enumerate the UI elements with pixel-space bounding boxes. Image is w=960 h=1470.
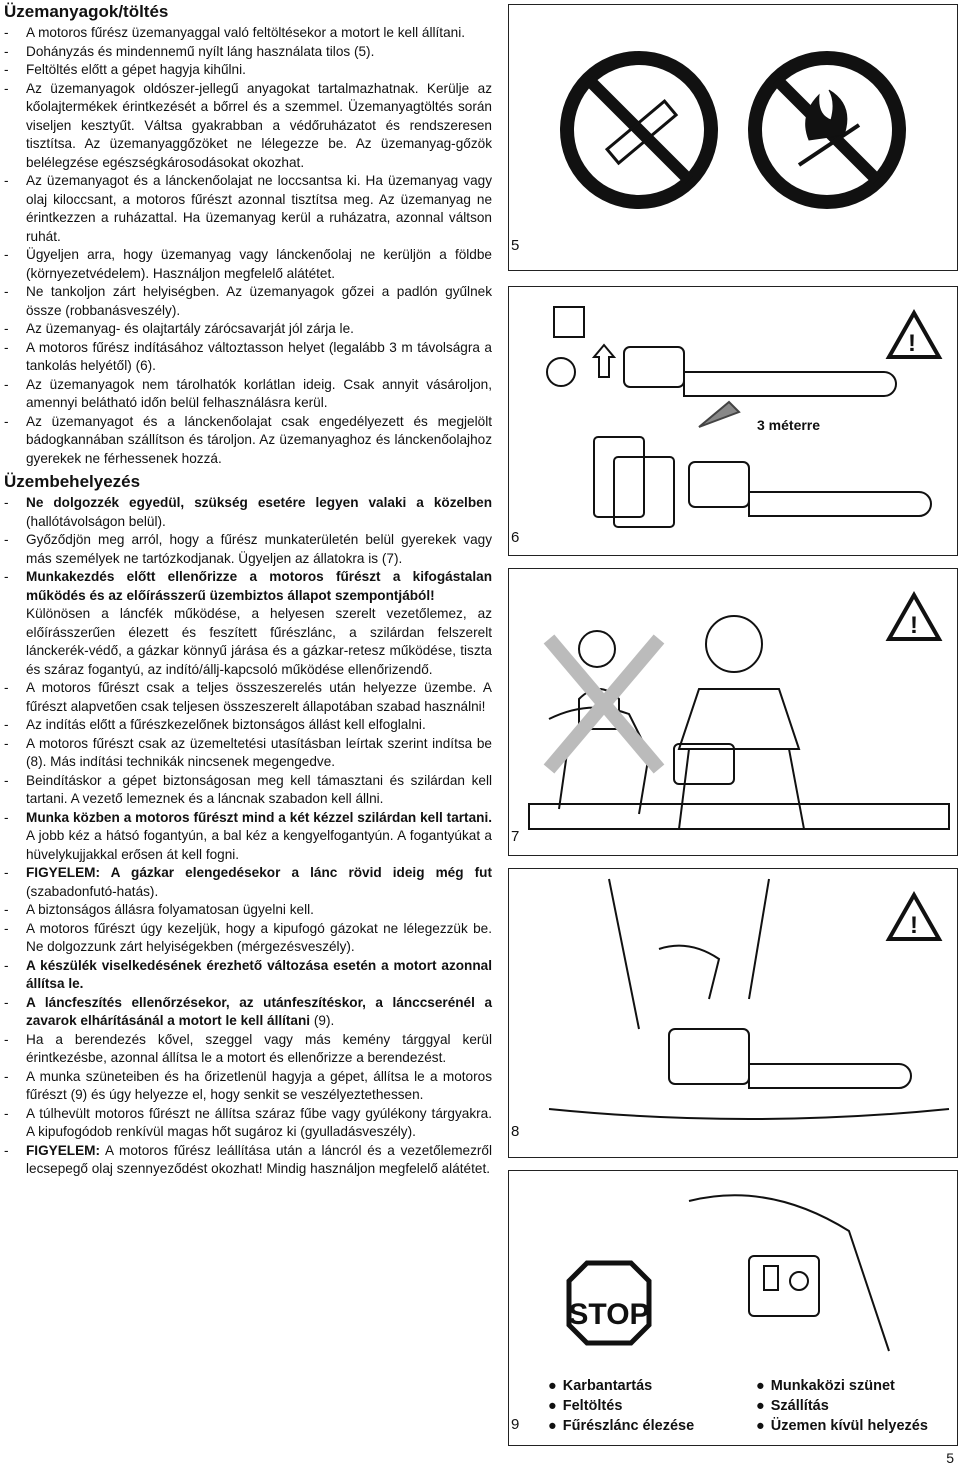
legend-item: ● Karbantartás xyxy=(548,1376,694,1396)
list-item: - Munkakezdés előtt ellenőrizze a motoros fűrészt a kifogástalan működés és az előírásszerű üzembiztos állapot szempontjából! Különösen a láncfék működése, a helyesen szerelt vezetőlemez, az előírásszerűen élezett és feszített fűrészlánc, a szilárdan felszerelt lánckerék-védő, a gázkar könnyű járása és a gázkar-retesz működése, tiszta és száraz fogantyú, az indító/állj-kapcsoló működése ellenőrizendő. xyxy=(4,568,492,679)
list-item: - A motoros fűrész üzemanyaggal való feltöltésekor a motort le kell állítani. xyxy=(4,24,492,43)
section-title-fuel: Üzemanyagok/töltés xyxy=(4,2,169,21)
ground xyxy=(549,1109,949,1119)
legend-item: ● Munkaközi szünet xyxy=(756,1376,928,1396)
text-column xyxy=(4,2,492,1179)
legend-item: ● Fűrészlánc élezése xyxy=(548,1416,694,1436)
list-item: - Feltöltés előtt a gépet hagyja kihűlni. xyxy=(4,61,492,80)
list-item: - Dohányzás és mindennemű nyílt láng használata tilos (5). xyxy=(4,43,492,62)
figure-number: 5 xyxy=(511,237,520,254)
arms xyxy=(659,946,719,999)
list-item: - Ügyeljen arra, hogy üzemanyag vagy lánckenőolaj ne kerüljön a földbe (környezetvédelem). Használjon megfelelő alátétet. xyxy=(4,246,492,283)
figure-5 xyxy=(508,4,958,271)
svg-text:!: ! xyxy=(908,330,916,357)
list-item: - A munka szüneteiben és ha őrizetlenül hagyja a gépet, állítsa le a motoros fűrészt (9) és úgy helyezze el, hogy senkit se veszélyeztethessen. xyxy=(4,1068,492,1105)
child-figure xyxy=(579,631,615,667)
figure-number: 6 xyxy=(511,529,520,546)
legend-right xyxy=(756,1376,928,1436)
list-item: - Ne dolgozzék egyedül, szükség esetére legyen valaki a közelben (hallótávolságon belül). xyxy=(4,494,492,531)
legend-left xyxy=(548,1376,694,1436)
no-smoking-no-fire-icon xyxy=(509,5,957,270)
list-item: - Az üzemanyagok nem tárolhatók korlátlan ideig. Csak annyit vásároljon, amennyi belátható időn belül felhasználásra kerül. xyxy=(4,376,492,413)
list-item: - Az üzemanyag- és olajtartály zárócsavarját jól zárja le. xyxy=(4,320,492,339)
list-item: - Ne tankoljon zárt helyiségben. Az üzemanyagok gőzei a padlón gyűlnek össze (robbanásveszély). xyxy=(4,283,492,320)
distance-label: 3 méterre xyxy=(757,417,821,433)
chainsaw-icon xyxy=(624,347,684,387)
chainsaw-icon xyxy=(669,1029,749,1084)
fuel-can-icon xyxy=(594,437,644,517)
list-item: - A készülék viselkedésének érezhető változása esetén a motort azonnal állítsa le. xyxy=(4,957,492,994)
worker-figure xyxy=(706,616,762,672)
figure-7 xyxy=(508,568,958,856)
figure-6 xyxy=(508,286,958,556)
page-number: 5 xyxy=(946,1450,954,1466)
legs xyxy=(609,879,769,1029)
list-item: - A motoros fűrészt csak a teljes összeszerelés után helyezze üzembe. A fűrészt alapvetően csak teljesen összeszerelt állapotában szabad használni! xyxy=(4,679,492,716)
svg-text:!: ! xyxy=(910,612,918,639)
figure-number: 7 xyxy=(511,828,520,845)
list-item: - Munka közben a motoros fűrészt mind a két kézzel szilárdan kell tartani. A jobb kéz a hátsó fogantyún, a bal kéz a kengyelfogantyún. A fogantyúkat a hüvelykujjakkal erősen át kell fogni. xyxy=(4,809,492,865)
list-item: - A túlhevült motoros fűrészt ne állítsa száraz fűbe vagy gyúlékony tárgyakra. A kipufogódob renkívül magas hőt sugároz ki (gyulladásveszély). xyxy=(4,1105,492,1142)
list-item: - A motoros fűrész indításához változtasson helyet (legalább 3 m távolságra a tankolás helyétől) (6). xyxy=(4,339,492,376)
list-item: - FIGYELEM: A gázkar elengedésekor a lánc rövid ideig még fut (szabadonfutó-hatás). xyxy=(4,864,492,901)
list-item: - Ha a berendezés kővel, szeggel vagy más kemény tárggyal kerül érintkezésbe, azonnal állítsa le a motort és ellenőrizze a berendezést. xyxy=(4,1031,492,1068)
list-item: - Beindításkor a gépet biztonságosan meg kell támasztani és szilárdan kell tartani. A vezető lemeznek és a láncnak szabadon kell állni. xyxy=(4,772,492,809)
svg-text:!: ! xyxy=(910,912,918,939)
list-item: - FIGYELEM: A motoros fűrész leállítása után a láncról és a vezetőlemezről lecsepegő olaj szennyeződést okozhat! Mindig használjon megfelelő alátétet. xyxy=(4,1142,492,1179)
stop-switch-icon xyxy=(749,1256,819,1316)
list-item: - Győződjön meg arról, hogy a fűrész munkaterületén belül gyerekek vagy más személyek ne tartózkodjanak. Ügyeljen az állatokra is (7). xyxy=(4,531,492,568)
figure-number: 8 xyxy=(511,1123,520,1140)
section-title-startup: Üzembehelyezés xyxy=(4,472,141,491)
list-item: - Az üzemanyagot és a lánckenőolajat csak engedélyezett és megjelölt bádogkannában szállítson és tároljon. Az üzemanyaghoz és lánckenőolajhoz gyerekek ne férhessenek hozzá. xyxy=(4,413,492,469)
list-item: - Az indítás előtt a fűrészkezelőnek biztonságos állást kell elfoglalni. xyxy=(4,716,492,735)
fuel-pump-icon xyxy=(554,307,584,337)
figure-8 xyxy=(508,868,958,1158)
legend-item: ● Üzemen kívül helyezés xyxy=(756,1416,928,1436)
list-item: - Az üzemanyagok oldószer-jellegű anyagokat tartalmazhatnak. Kerülje az kőolajtermékek érintkezését a bőrrel és a szemmel. Üzemanyagtöltés során viseljen kesztyűt. Váltsa gyakrabban a védőruházatot és rendszeresen tisztítsa. Az üzemanyaggőzöket ne lélegezze be. Az üzemanyag-gőzök belélegzése egészségkárosodásokat okozhat. xyxy=(4,80,492,173)
list-item: - A biztonságos állásra folyamatosan ügyelni kell. xyxy=(4,901,492,920)
list-item: - Az üzemanyagot és a lánckenőolajat ne loccsantsa ki. Ha üzemanyag vagy olaj kiloccsant, a motoros fűrészt azonnal tisztítsa meg. Az üzemanyag ne érintkezzen a ruházattal. Ha üzemanyag kerül a ruházatra, azonnal váltson ruhát. xyxy=(4,172,492,246)
list-item: - A láncfeszítés ellenőrzésekor, az utánfeszítéskor, a lánccserénél a zavarok elhárításánál a motort le kell állítani (9). xyxy=(4,994,492,1031)
legend-item: ● Feltöltés xyxy=(548,1396,694,1416)
log xyxy=(529,804,949,829)
figure-number: 9 xyxy=(511,1416,520,1433)
list-item: - A motoros fűrészt úgy kezeljük, hogy a kipufogó gázokat ne lélegezzük be. Ne dolgozzunk zárt helyiségekben (mérgezésveszély). xyxy=(4,920,492,957)
list-item: - A motoros fűrészt csak az üzemeltetési utasításban leírtak szerint indítsa be (8). Más indítási technikák nincsenek megengedve. xyxy=(4,735,492,772)
hand-figure xyxy=(689,1195,889,1351)
stop-label: STOP xyxy=(568,1298,650,1331)
legend-item: ● Szállítás xyxy=(756,1396,928,1416)
